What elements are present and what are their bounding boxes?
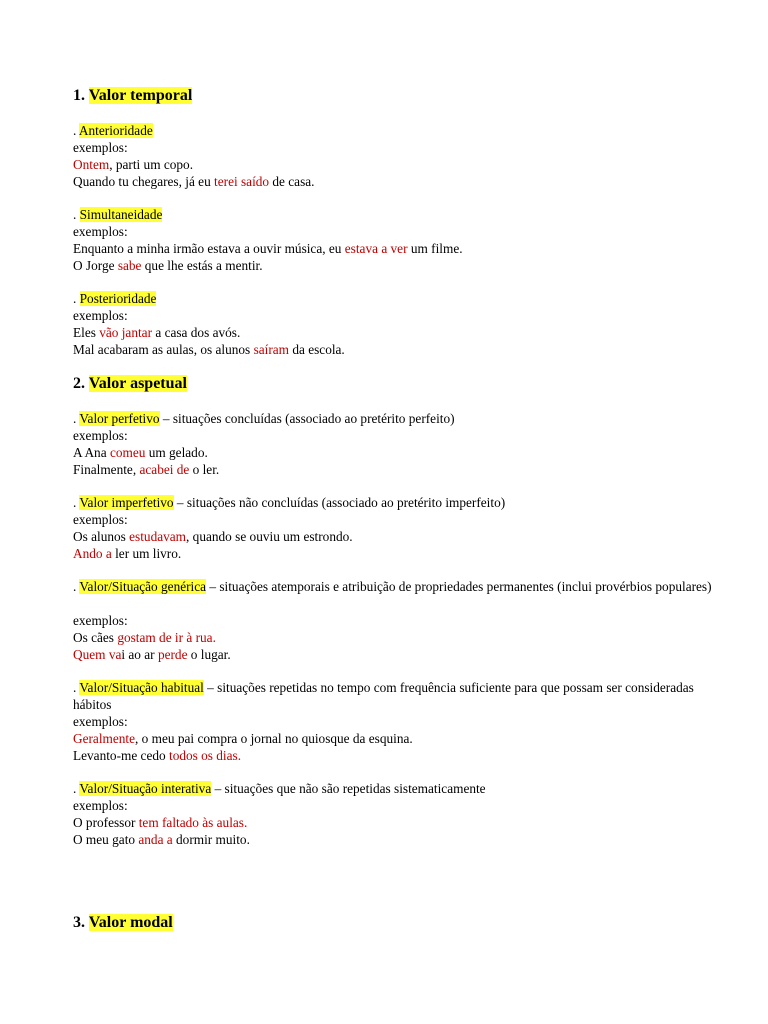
example-line: Mal acabaram as aulas, os alunos saíram da escola.: [73, 342, 345, 357]
example-line: Geralmente, o meu pai compra o jornal no quiosque da esquina.: [73, 731, 413, 746]
example-line: Enquanto a minha irmão estava a ouvir música, eu estava a ver um filme.: [73, 241, 463, 256]
subsection-label-perfetivo: . Valor perfetivo – situações concluídas (associado ao pretérito perfeito): [73, 411, 455, 426]
example-line: O professor tem faltado às aulas.: [73, 815, 248, 830]
example-line: Levanto-me cedo todos os dias.: [73, 748, 242, 763]
examples-label: exemplos:: [73, 512, 128, 527]
example-line: Quem vai ao ar perde o lugar.: [73, 647, 231, 662]
examples-label: exemplos:: [73, 224, 128, 239]
subsection-label-anterioridade: . Anterioridade: [73, 123, 153, 138]
example-line: Os alunos estudavam, quando se ouviu um estrondo.: [73, 529, 353, 544]
examples-label: exemplos:: [73, 714, 128, 729]
subsection-label-posterioridade: . Posterioridade: [73, 291, 157, 306]
section-heading-temporal: [73, 86, 192, 106]
example-line: A Ana comeu um gelado.: [73, 445, 208, 460]
example-line: Quando tu chegares, já eu terei saído de casa.: [73, 174, 315, 189]
example-line: O meu gato anda a dormir muito.: [73, 832, 250, 847]
subsection-label-habitual: . Valor/Situação habitual – situações repetidas no tempo com frequência suficiente para que possam ser consideradas hábitos: [73, 680, 694, 712]
subsection-label-simultaneidade: . Simultaneidade: [73, 207, 163, 222]
subsection-label-interativa: . Valor/Situação interativa – situações que não são repetidas sistematicamente: [73, 781, 486, 796]
example-line: Os cães gostam de ir à rua.: [73, 630, 216, 645]
example-line: O Jorge sabe que lhe estás a mentir.: [73, 258, 263, 273]
examples-label: exemplos:: [73, 140, 128, 155]
subsection-label-generica: . Valor/Situação genérica – situações atemporais e atribuição de propriedades permanentes (inclui provérbios populares): [73, 579, 712, 594]
examples-label: exemplos:: [73, 613, 128, 628]
subsection-label-imperfetivo: . Valor imperfetivo – situações não concluídas (associado ao pretérito imperfeito): [73, 495, 506, 510]
example-line: Finalmente, acabei de o ler.: [73, 462, 220, 477]
section-number: 3.: [73, 914, 85, 931]
section-number: 1.: [73, 87, 85, 104]
examples-label: exemplos:: [73, 798, 128, 813]
example-line: Ontem, parti um copo.: [73, 157, 194, 172]
section-title: Valor aspetual: [88, 375, 187, 392]
section-number: 2.: [73, 375, 85, 392]
section-heading-modal: [73, 913, 173, 933]
section-title: Valor modal: [88, 914, 173, 931]
examples-label: exemplos:: [73, 308, 128, 323]
section-title: Valor temporal: [88, 87, 193, 104]
section-heading-aspetual: [73, 374, 187, 394]
examples-label: exemplos:: [73, 428, 128, 443]
example-line: Eles vão jantar a casa dos avós.: [73, 325, 241, 340]
example-line: Ando a ler um livro.: [73, 546, 182, 561]
